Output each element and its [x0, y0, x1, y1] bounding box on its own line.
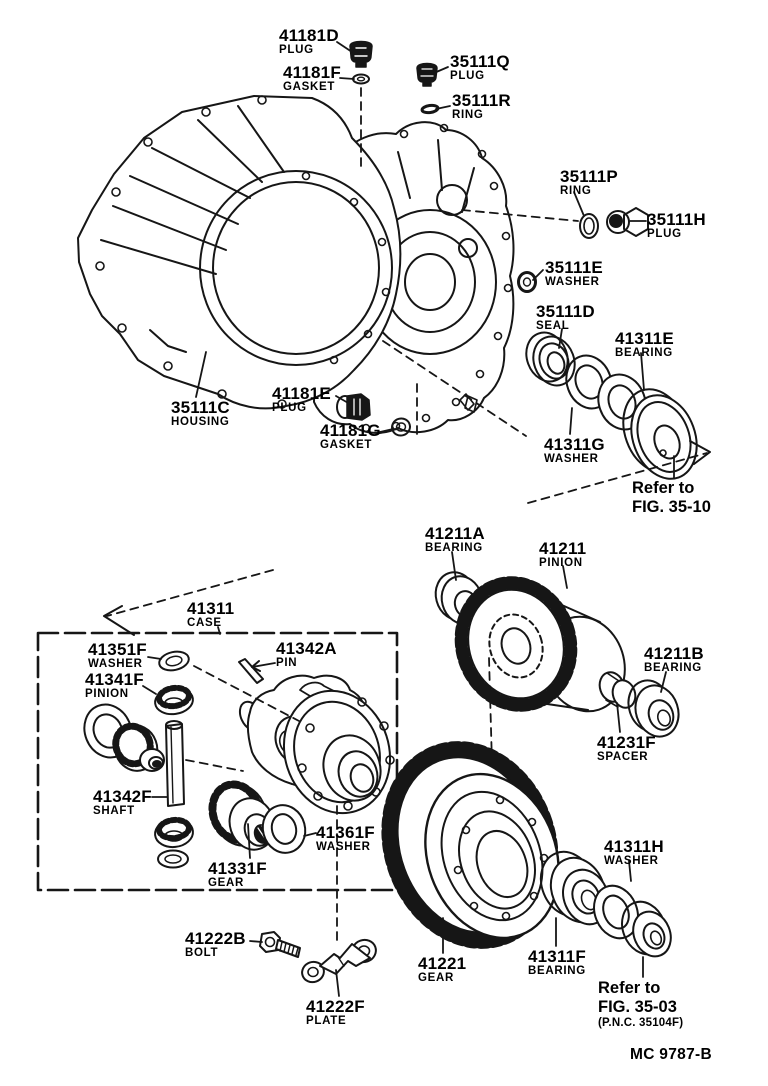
part-number: 41342A [276, 639, 337, 658]
note-pnc: (P.N.C. 35104F) [598, 1016, 684, 1029]
note-line: Refer to [598, 979, 661, 997]
label-41311g [544, 436, 605, 466]
label-35111r [452, 92, 511, 122]
part-caption: BEARING [425, 542, 483, 555]
part-number: 41211 [539, 539, 587, 558]
bolt-41222b-drawing [260, 932, 300, 957]
washer-41351f-drawing [157, 649, 190, 673]
label-35111e [545, 259, 603, 289]
part-number: 41181D [279, 26, 339, 45]
label-41211b [644, 645, 704, 675]
part-number: 35111C [171, 398, 230, 417]
lock-plate-41222f-drawing [299, 937, 379, 986]
part-number: 41311F [528, 947, 586, 966]
side-gear-left-drawing [108, 719, 164, 777]
note-line: Refer to [632, 479, 695, 497]
label-41342a [276, 640, 337, 670]
note-refer-fig-35-10 [632, 479, 711, 517]
label-35111p [560, 168, 618, 198]
part-caption: BEARING [528, 965, 586, 978]
part-number: 41231F [597, 733, 656, 752]
part-number: 41222F [306, 997, 365, 1016]
part-caption: GASKET [283, 81, 336, 94]
part-caption: WASHER [88, 658, 143, 671]
plug-41181d-drawing [350, 42, 372, 68]
part-number: 41311H [604, 837, 664, 856]
part-number: 41311G [544, 435, 605, 454]
label-35111d [536, 303, 595, 333]
part-number: 41211B [644, 644, 704, 663]
label-41221 [418, 955, 466, 985]
pinion-shaft-41342f-drawing [166, 721, 184, 806]
part-caption: CASE [187, 617, 222, 630]
pinion-41341f-drawing [153, 685, 194, 716]
label-41181g [320, 422, 381, 452]
label-35111c [171, 399, 230, 429]
note-line: FIG. 35-03 [598, 997, 677, 1016]
label-41181e [272, 385, 331, 415]
part-caption: HOUSING [171, 416, 230, 429]
part-caption: PINION [539, 557, 583, 570]
label-41222f [306, 998, 365, 1028]
part-number: 35111D [536, 302, 595, 321]
washer-35111e-drawing [519, 273, 536, 292]
part-number: 41181G [320, 421, 381, 440]
part-number: 41222B [185, 929, 246, 948]
transaxle-housing-drawing [78, 96, 400, 408]
construction-arrowheads [104, 441, 710, 671]
part-caption: WASHER [316, 841, 371, 854]
label-41311 [187, 600, 234, 630]
part-number: 41211A [425, 524, 485, 543]
label-41231f [597, 734, 656, 764]
part-caption: PLUG [272, 402, 307, 415]
part-caption: GEAR [418, 972, 455, 985]
part-number: 35111Q [450, 52, 510, 71]
plug-35111h-drawing [607, 208, 648, 236]
part-caption: PLUG [647, 228, 682, 241]
label-41341f [85, 671, 144, 701]
part-caption: SHAFT [93, 805, 135, 818]
label-41211a [425, 525, 485, 555]
part-caption: PLUG [450, 70, 485, 83]
label-41311h [604, 838, 664, 868]
part-number: 41342F [93, 787, 152, 806]
label-41181d [279, 27, 339, 57]
label-41222b [185, 930, 246, 960]
part-number: 35111P [560, 167, 618, 186]
part-number: 41221 [418, 954, 467, 973]
part-number: 41181E [272, 384, 331, 403]
label-41311f [528, 948, 586, 978]
label-41181f [283, 64, 341, 94]
part-number: 41311 [187, 599, 235, 618]
part-caption: BOLT [185, 947, 219, 960]
part-caption: GEAR [208, 877, 245, 890]
part-caption: RING [452, 109, 484, 122]
part-caption: PIN [276, 657, 298, 670]
part-number: 35111E [545, 258, 603, 277]
part-number: 41351F [88, 640, 147, 659]
part-caption: GASKET [320, 439, 373, 452]
label-41331f [208, 860, 267, 890]
part-number: 41181F [283, 63, 341, 82]
label-35111q [450, 53, 510, 83]
gasket-41181f-drawing [353, 75, 369, 84]
part-number: 41311E [615, 329, 674, 348]
ring-35111p-drawing [580, 214, 598, 238]
part-number: 35111H [647, 210, 706, 229]
part-caption: BEARING [644, 662, 702, 675]
part-number: 41361F [316, 823, 375, 842]
label-35111h [647, 211, 706, 241]
plug-35111q-drawing [417, 64, 437, 87]
part-caption: SEAL [536, 320, 570, 333]
part-caption: WASHER [545, 276, 600, 289]
label-41311e [615, 330, 674, 360]
part-caption: SPACER [597, 751, 649, 764]
part-caption: PLATE [306, 1015, 347, 1028]
note-line: FIG. 35-10 [632, 497, 711, 516]
seal-35111d-drawing [520, 327, 582, 392]
label-41351f [88, 641, 147, 671]
doc-code: MC 9787-B [630, 1046, 712, 1063]
pinion-41341f-lower-drawing [154, 817, 195, 849]
note-refer-fig-35-03 [598, 979, 683, 1030]
part-caption: WASHER [544, 453, 599, 466]
label-41361f [316, 824, 375, 854]
part-caption: PINION [85, 688, 129, 701]
label-41211 [539, 540, 586, 570]
part-number: 41331F [208, 859, 267, 878]
part-caption: BEARING [615, 347, 673, 360]
part-caption: WASHER [604, 855, 659, 868]
washer-41351f-lower-drawing [158, 851, 188, 868]
part-caption: PLUG [279, 44, 314, 57]
part-number: 41341F [85, 670, 144, 689]
label-41342f [93, 788, 152, 818]
part-caption: RING [560, 185, 592, 198]
part-number: 35111R [452, 91, 511, 110]
